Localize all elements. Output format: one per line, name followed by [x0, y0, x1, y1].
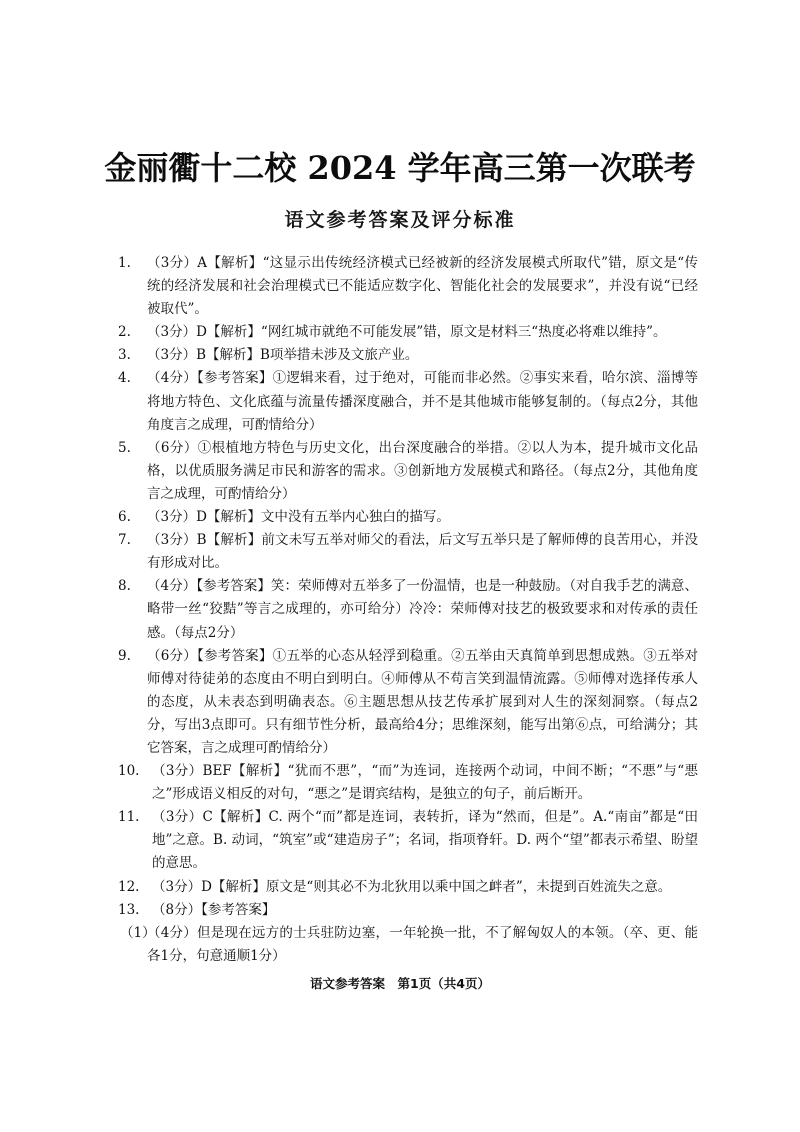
item-text: （3分）A【解析】“这显示出传统经济模式已经被新的经济发展模式所取代”错，原文是“传统的经济发展和社会治理模式已不能适应数字化、智能化社会的发展要求”，并没有说“已经被取代”。 — [147, 255, 698, 318]
answer-item-10 — [118, 760, 698, 806]
answer-item-7 — [118, 529, 698, 575]
item-text: （3分）B【解析】前文未写五举对师父的看法，后文写五举只是了解师傅的良苦用心，并没有形成对比。 — [147, 532, 698, 572]
item-number: 7. — [118, 532, 131, 549]
item-text: （3分）BEF【解析】“犹而不悪”，“而”为连词，连接两个动词，中间不断；“不悪”与“悪之”形成语义相反的对句，“悪之”是谓宾结构，是独立的句子，前后断开。 — [152, 763, 698, 803]
item-number: 1. — [118, 255, 131, 271]
item-text: （3分）C【解析】C. 两个“而”都是连词，表转折，译为“然而，但是”。A.“南亩”都是“田地”之意。B. 动词，“筑室”或“建造房子”；名词，指项脊轩。D. 两个“望”都表示希望、盼望的意思。 — [152, 809, 698, 872]
answer-item-9 — [118, 645, 698, 760]
item-number: 10. — [118, 763, 140, 780]
page-subtitle: 语文参考答案及评分标准 — [284, 209, 516, 231]
item-text: （3分）D【解析】文中没有五举内心独白的描写。 — [147, 509, 450, 526]
item-number: 4. — [118, 370, 131, 387]
answer-subitem-13-1 — [118, 922, 698, 968]
answer-item-13 — [118, 899, 698, 922]
item-text: （3分）D【解析】“网红城市就绝不可能发展”错，原文是材料三“热度必将难以维持”。 — [147, 324, 667, 341]
answer-item-6 — [118, 506, 698, 529]
item-text: （3分）D【解析】原文是“则其必不为北狄用以乘中国之衅者”，未提到百姓流失之意。 — [152, 878, 672, 895]
item-number: 3. — [118, 347, 131, 364]
item-text: （6分）【参考答案】①五举的心态从轻浮到稳重。②五举由天真简单到思想成熟。③五举对师傅对待徒弟的态度由不明白到明白。④师傅从不苟言笑到温情流露。⑤师傅对选择传承人的态度，从未表态到明确表态。⑥主题思想从技艺传承扩展到对人生的深刻洞察。（每点2分，写出3点即可。只有细节性分析，最高给4分；思维深刻，能写出第⑥点，可给满分；其它答案，言之成理可酌情给分） — [147, 647, 698, 756]
subitem-text: （4分）但是现在远方的士兵驻防边塞，一年轮换一批，不了解匈奴人的本领。（卒、更、能各1分，句意通顺1分） — [147, 924, 698, 964]
item-text: （4分）【参考答案】①逻辑来看，过于绝对，可能而非必然。②事实来看，哈尔滨、淄博等将地方特色、文化底蕴与流量传播深度融合，并不是其他城市能够复制的。（每点2分，其他角度言之成理，可酌情给分） — [147, 370, 698, 433]
item-number: 11. — [118, 809, 140, 826]
item-text: （6分）①根植地方特色与历史文化，出台深度融合的举措。②以人为本，提升城市文化品格，以优质服务满足市民和游客的需求。③创新地方发展模式和路径。（每点2分，其他角度言之成理，可酌情给分） — [147, 439, 698, 502]
answer-item-4 — [118, 367, 698, 436]
page-title: 金丽衢十二校 2024 学年高三第一次联考 — [104, 149, 696, 187]
item-number: 13. — [118, 901, 140, 918]
answer-item-3 — [118, 344, 698, 367]
answer-item-11 — [118, 806, 698, 875]
item-number: 5. — [118, 439, 131, 456]
answer-item-2 — [118, 321, 698, 344]
answer-list — [118, 252, 698, 968]
item-number: 6. — [118, 509, 131, 526]
answer-item-12 — [118, 876, 698, 899]
answer-item-5 — [118, 437, 698, 506]
answer-item-1 — [118, 252, 698, 321]
subitem-number: （1） — [120, 924, 156, 941]
item-text: （3分）B【解析】B项举措未涉及文旅产业。 — [147, 347, 419, 364]
item-number: 2. — [118, 324, 131, 341]
item-number: 8. — [118, 578, 131, 595]
answer-item-8 — [118, 575, 698, 644]
item-number: 9. — [118, 647, 131, 664]
page-footer: 语文参考答案 第1页（共4页） — [310, 976, 490, 991]
item-number: 12. — [118, 878, 140, 895]
item-text: （8分）【参考答案】 — [152, 901, 276, 918]
item-text: （4分）【参考答案】笑：荣师傅对五举多了一份温情，也是一种鼓励。（对自我手艺的满意、略带一丝“狡黠”等言之成理的，亦可给分）冷冷：荣师傅对技艺的极致要求和对传承的责任感。（每点2分） — [147, 578, 698, 641]
